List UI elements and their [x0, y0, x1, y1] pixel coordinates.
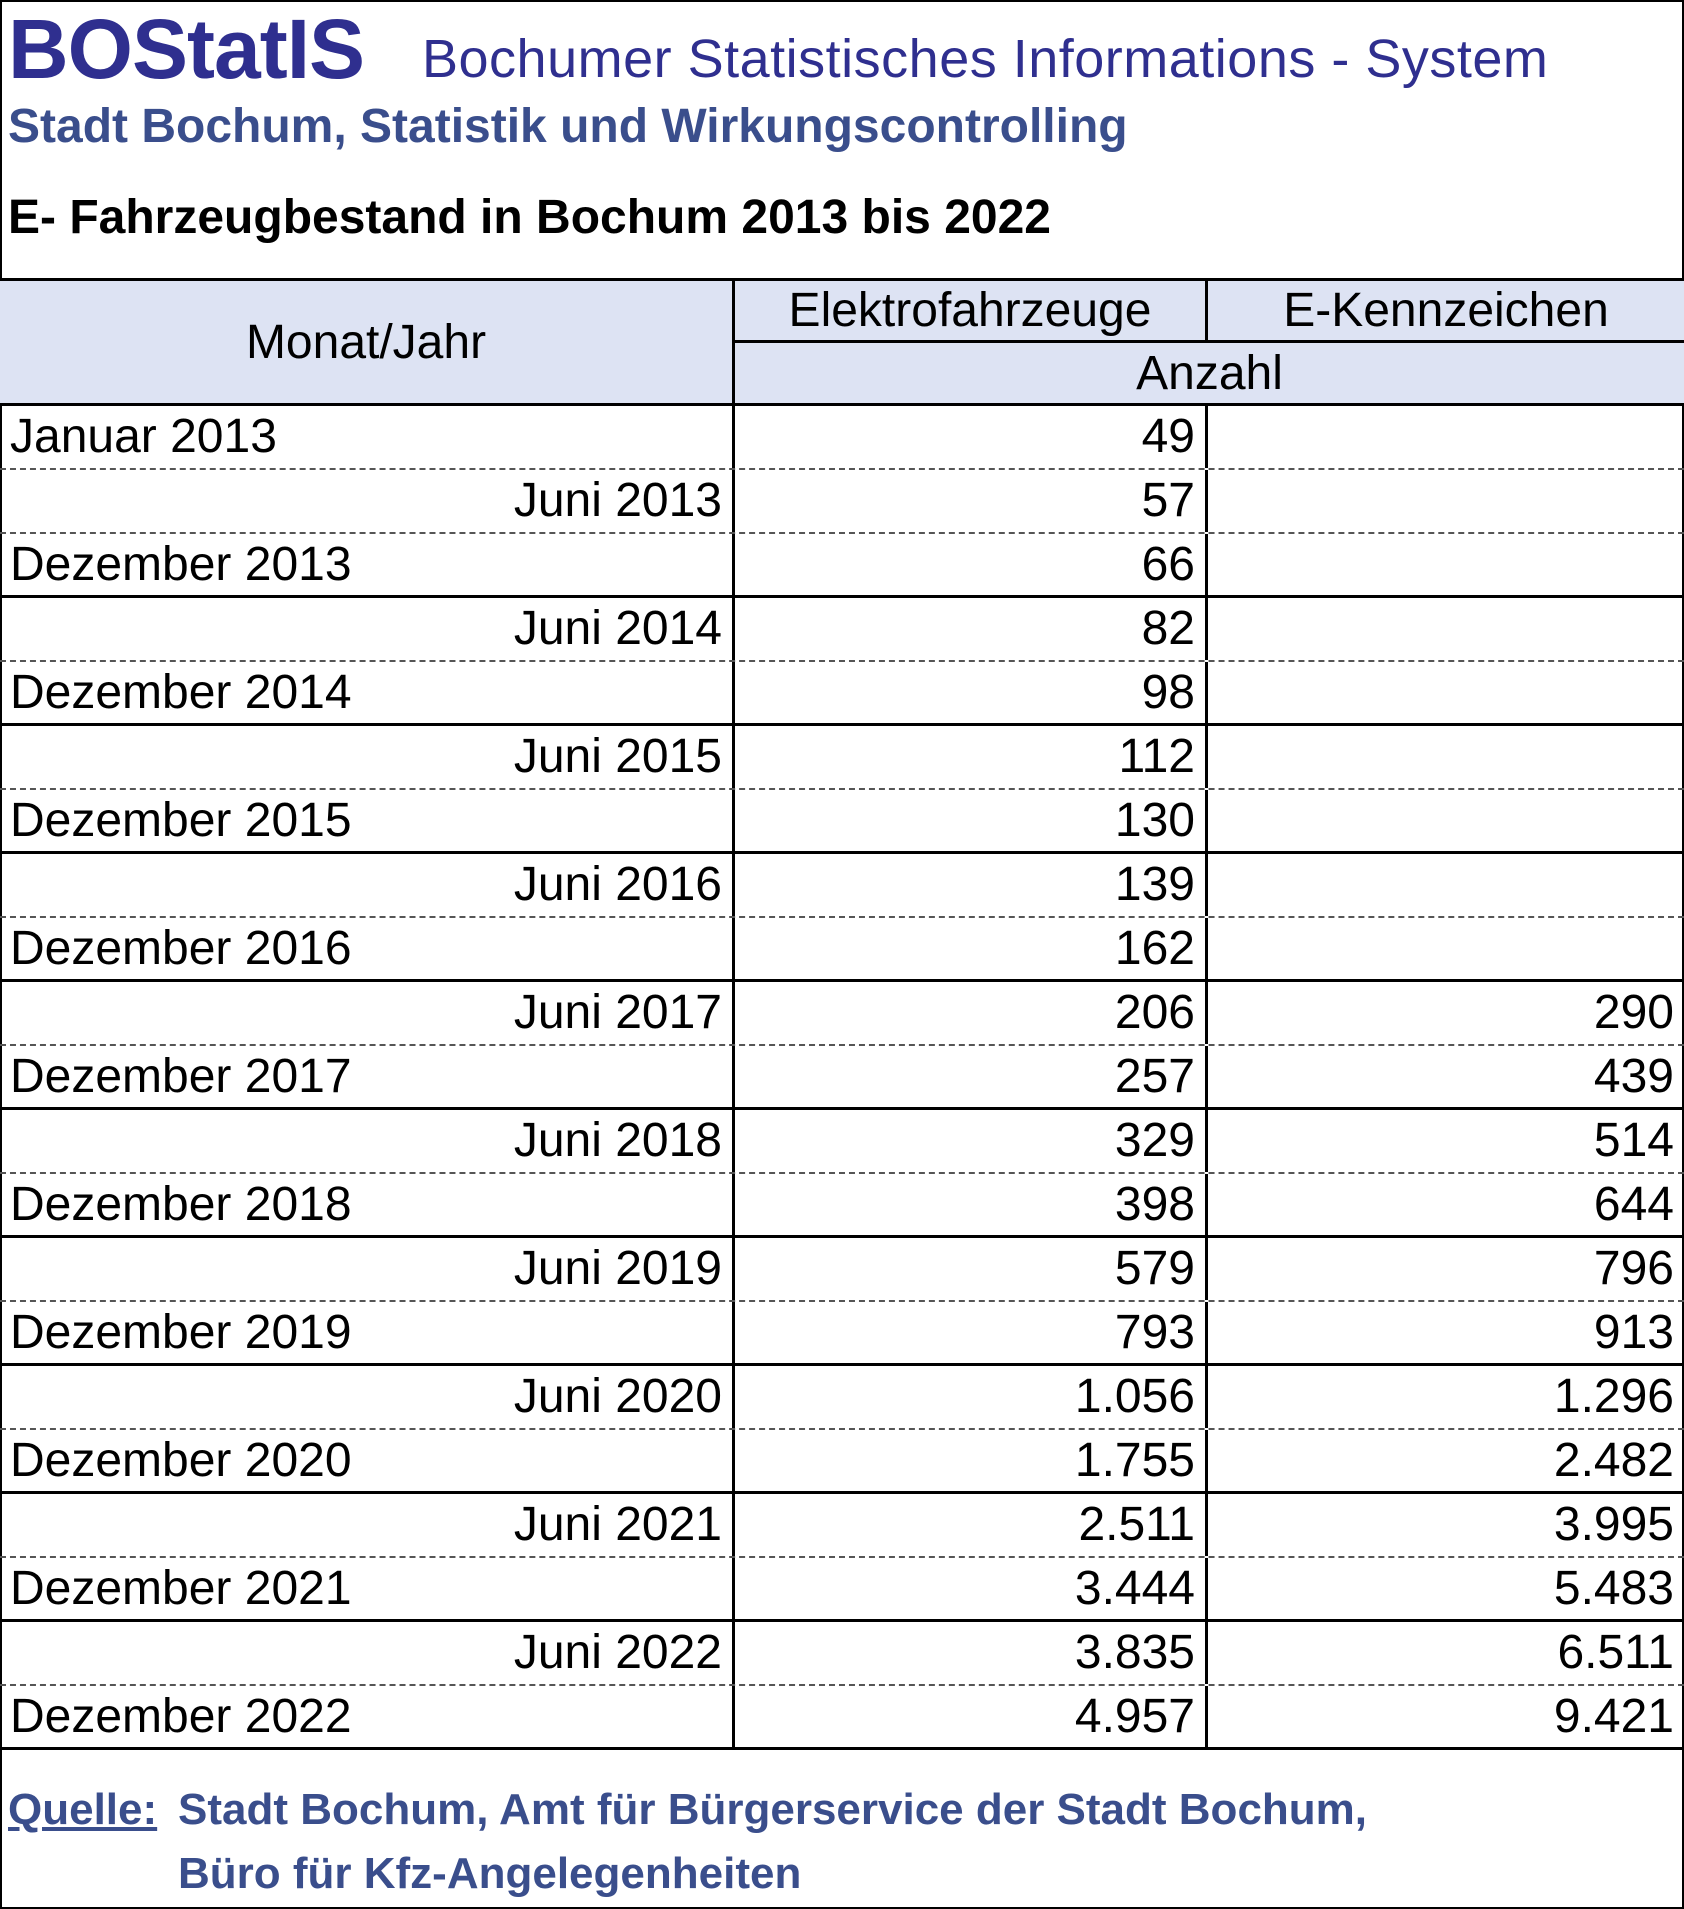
cell-eplate: 644	[1593, 1178, 1674, 1231]
table-row	[0, 406, 1684, 470]
table-row	[0, 534, 1684, 598]
cell-eplate	[1208, 406, 1684, 468]
cell-period: Dezember 2013	[0, 534, 735, 595]
table-row	[0, 1238, 1684, 1302]
cell-ev: 206	[735, 982, 1208, 1044]
cell-period: Dezember 2017	[0, 1046, 735, 1107]
cell-ev: 1.755	[735, 1430, 1208, 1491]
column-header-eplate: E-Kennzeichen	[1208, 281, 1684, 343]
cell-period: Juni 2019	[0, 1238, 735, 1300]
table-row	[0, 1558, 1684, 1622]
cell-eplate: 9.421	[1553, 1690, 1674, 1743]
table-row	[0, 1430, 1684, 1494]
header	[8, 2, 1668, 96]
cell-ev: 49	[735, 406, 1208, 468]
table-row	[0, 726, 1684, 790]
cell-period: Juni 2021	[0, 1494, 735, 1556]
cell-period: Dezember 2019	[0, 1302, 735, 1363]
cell-period: Dezember 2015	[0, 790, 735, 851]
cell-eplate: 1.296	[1553, 1370, 1674, 1423]
cell-period: Dezember 2020	[0, 1430, 735, 1491]
cell-ev: 257	[735, 1046, 1208, 1107]
table-row	[0, 1302, 1684, 1366]
cell-period: Juni 2016	[0, 854, 735, 916]
table-row	[0, 1622, 1684, 1686]
cell-ev: 3.835	[735, 1622, 1208, 1684]
cell-eplate	[1208, 854, 1684, 916]
cell-period: Juni 2022	[0, 1622, 735, 1684]
cell-period: Dezember 2021	[0, 1558, 735, 1619]
cell-eplate	[1208, 662, 1684, 723]
table-row	[0, 1366, 1684, 1430]
cell-ev: 57	[735, 470, 1208, 532]
cell-eplate: 5.483	[1553, 1562, 1674, 1615]
cell-period: Juni 2018	[0, 1110, 735, 1172]
cell-ev: 4.957	[735, 1686, 1208, 1747]
source-label: Quelle:	[8, 1785, 158, 1834]
cell-ev: 329	[735, 1110, 1208, 1172]
table-row	[0, 1174, 1684, 1238]
table-body	[0, 406, 1684, 1750]
cell-ev: 98	[735, 662, 1208, 723]
table-row	[0, 598, 1684, 662]
cell-ev: 793	[735, 1302, 1208, 1363]
cell-eplate: 913	[1593, 1306, 1674, 1359]
cell-eplate: 439	[1593, 1050, 1674, 1103]
unit-header: Anzahl	[1136, 346, 1283, 400]
cell-period: Juni 2017	[0, 982, 735, 1044]
cell-period: Juni 2015	[0, 726, 735, 788]
cell-eplate: 6.511	[1557, 1626, 1674, 1679]
logo: BOStatIS	[8, 2, 365, 96]
cell-ev: 579	[735, 1238, 1208, 1300]
system-name: Bochumer Statistisches Informations - System	[422, 29, 1549, 89]
table-header	[0, 278, 1684, 406]
cell-eplate	[1208, 790, 1684, 851]
cell-eplate	[1208, 534, 1684, 595]
cell-eplate	[1208, 470, 1684, 532]
source-line-1: Stadt Bochum, Amt für Bürgerservice der Stadt Bochum,	[178, 1785, 1368, 1834]
cell-period: Juni 2020	[0, 1366, 735, 1428]
cell-period: Dezember 2014	[0, 662, 735, 723]
page-title: E- Fahrzeugbestand in Bochum 2013 bis 2022	[8, 191, 1051, 244]
cell-ev: 130	[735, 790, 1208, 851]
table-row	[0, 1686, 1684, 1750]
cell-ev: 82	[735, 598, 1208, 660]
cell-ev: 66	[735, 534, 1208, 595]
cell-ev: 112	[735, 726, 1208, 788]
organisation-name: Stadt Bochum, Statistik und Wirkungscontrolling	[8, 100, 1128, 153]
cell-eplate: 514	[1593, 1114, 1674, 1167]
data-table	[0, 278, 1684, 1750]
column-header-ev: Elektrofahrzeuge	[735, 281, 1208, 343]
table-row	[0, 790, 1684, 854]
cell-eplate: 2.482	[1553, 1434, 1674, 1487]
cell-period: Dezember 2022	[0, 1686, 735, 1747]
cell-eplate: 290	[1593, 986, 1674, 1039]
cell-ev: 2.511	[735, 1494, 1208, 1556]
cell-eplate: 796	[1593, 1242, 1674, 1295]
cell-period: Januar 2013	[0, 406, 735, 468]
table-row	[0, 1046, 1684, 1110]
cell-eplate	[1208, 598, 1684, 660]
cell-eplate	[1208, 726, 1684, 788]
table-row	[0, 854, 1684, 918]
table-row	[0, 1494, 1684, 1558]
table-row	[0, 982, 1684, 1046]
cell-ev: 398	[735, 1174, 1208, 1235]
cell-ev: 162	[735, 918, 1208, 979]
cell-eplate	[1208, 918, 1684, 979]
cell-period: Dezember 2018	[0, 1174, 735, 1235]
table-row	[0, 1110, 1684, 1174]
table-row	[0, 470, 1684, 534]
cell-ev: 1.056	[735, 1366, 1208, 1428]
table-row	[0, 662, 1684, 726]
cell-eplate: 3.995	[1553, 1498, 1674, 1551]
table-row	[0, 918, 1684, 982]
cell-period: Dezember 2016	[0, 918, 735, 979]
column-header-period: Monat/Jahr	[0, 281, 735, 403]
cell-period: Juni 2013	[0, 470, 735, 532]
cell-period: Juni 2014	[0, 598, 735, 660]
source-line-2: Büro für Kfz-Angelegenheiten	[178, 1849, 802, 1898]
cell-ev: 3.444	[735, 1558, 1208, 1619]
cell-ev: 139	[735, 854, 1208, 916]
